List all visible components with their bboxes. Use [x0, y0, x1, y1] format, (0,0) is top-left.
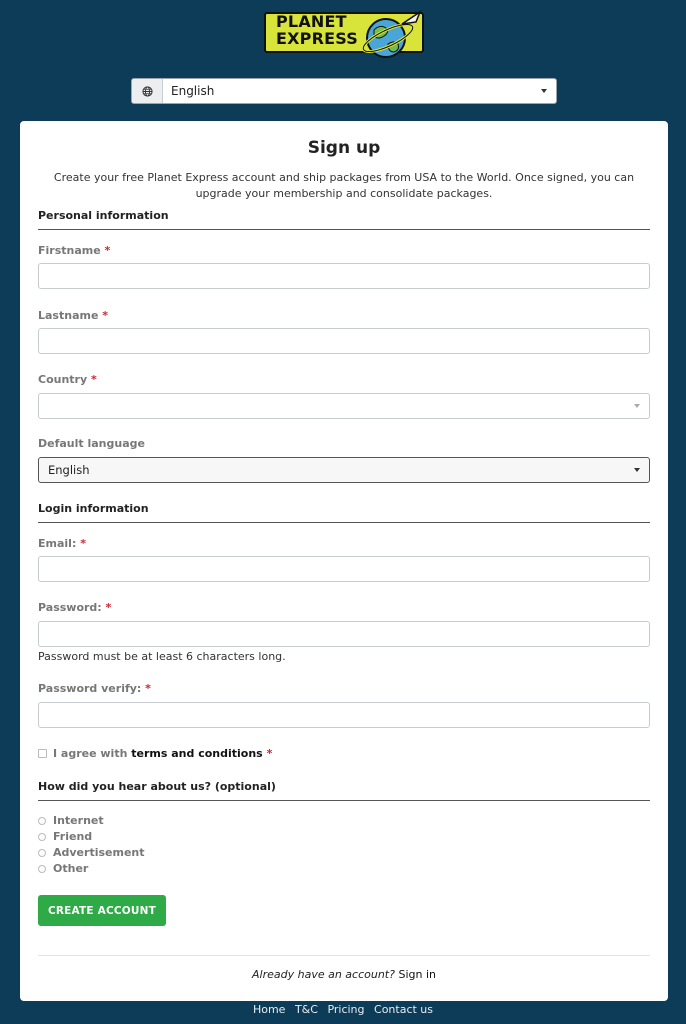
required-mark: * [105, 601, 112, 614]
radio-button[interactable] [38, 817, 46, 825]
signin-link[interactable]: Sign in [398, 968, 436, 981]
planet-icon [362, 6, 426, 62]
caret-down-icon [634, 404, 640, 408]
radio-button[interactable] [38, 849, 46, 857]
footer-nav [0, 1003, 686, 1016]
radio-internet[interactable] [38, 814, 104, 827]
divider [38, 955, 650, 956]
required-mark: * [145, 682, 151, 695]
agree-text: I agree with [53, 747, 128, 760]
default-language-label: Default language [38, 437, 145, 450]
create-account-button[interactable]: CREATE ACCOUNT [38, 895, 166, 926]
language-selector-value[interactable] [163, 79, 556, 103]
email-input[interactable] [38, 556, 650, 582]
signup-card [20, 121, 668, 1001]
country-label-text: Country [38, 373, 88, 386]
firstname-input[interactable] [38, 263, 650, 289]
default-language-value: English [48, 463, 90, 477]
radio-friend[interactable] [38, 830, 92, 843]
email-label [38, 537, 86, 550]
email-label-text: Email: [38, 537, 77, 550]
footer-link-contact[interactable]: Contact us [374, 1003, 434, 1016]
password-verify-label-text: Password verify: [38, 682, 142, 695]
country-label [38, 373, 97, 386]
required-mark: * [80, 537, 86, 550]
password-verify-input[interactable] [38, 702, 650, 728]
radio-label: Advertisement [53, 846, 145, 859]
terms-link[interactable]: terms and conditions [131, 747, 263, 760]
country-select[interactable] [38, 393, 650, 419]
footer-link-terms[interactable]: T&C [294, 1003, 318, 1016]
default-language-select[interactable] [38, 457, 650, 483]
page-title: Sign up [307, 138, 381, 158]
intro-text: Create your free Planet Express account and ship packages from USA to the World. Once signed, you can upgrade your membership and consolidate packages. [53, 171, 635, 200]
required-mark: * [266, 747, 273, 760]
logo-text [276, 13, 372, 47]
lastname-label [38, 309, 108, 322]
login-info-heading: Login information [38, 502, 650, 523]
radio-button[interactable] [38, 833, 46, 841]
firstname-label [38, 244, 110, 257]
radio-label: Other [53, 862, 89, 875]
radio-button[interactable] [38, 865, 46, 873]
globe-icon [142, 86, 153, 97]
logo-line-2: EXPRESS [276, 29, 358, 48]
required-mark: * [91, 373, 97, 386]
caret-down-icon [634, 468, 640, 472]
password-label-text: Password: [38, 601, 102, 614]
language-value-text: English [171, 84, 215, 98]
radio-other[interactable] [38, 862, 88, 875]
required-mark: * [104, 244, 111, 257]
already-account-text: Already have an account? [252, 968, 395, 981]
terms-checkbox[interactable] [38, 749, 47, 758]
terms-agree-row[interactable] [38, 747, 272, 760]
lastname-label-text: Lastname [38, 309, 99, 322]
password-label [38, 601, 111, 614]
firstname-label-text: Firstname [38, 244, 101, 257]
password-input[interactable] [38, 621, 650, 647]
lastname-input[interactable] [38, 328, 650, 354]
language-selector[interactable] [131, 78, 557, 104]
footer-link-pricing[interactable]: Pricing [327, 1003, 365, 1016]
radio-label: Friend [53, 830, 93, 843]
password-verify-label [38, 682, 151, 695]
password-help-text: Password must be at least 6 characters long. [38, 650, 286, 663]
globe-icon-box [132, 79, 163, 103]
logo-line-1: PLANET [276, 12, 347, 31]
footer-link-home[interactable]: Home [252, 1003, 286, 1016]
radio-advertisement[interactable] [38, 846, 145, 859]
planet-express-logo[interactable] [264, 12, 424, 54]
caret-down-icon [541, 89, 547, 93]
personal-info-heading: Personal information [38, 209, 650, 230]
signin-row [20, 968, 668, 981]
required-mark: * [102, 309, 109, 322]
hear-about-heading: How did you hear about us? (optional) [38, 780, 650, 801]
radio-label: Internet [53, 814, 104, 827]
